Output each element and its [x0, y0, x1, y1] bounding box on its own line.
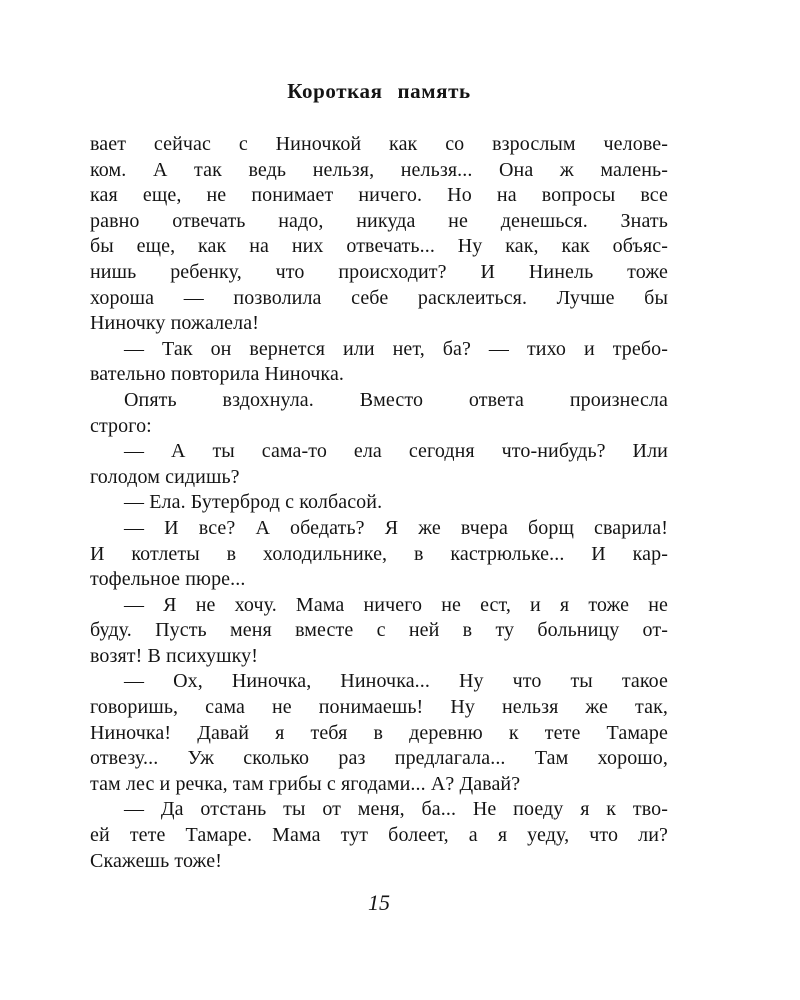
text-line: — Да отстань ты от меня, ба... Не поеду я к тво- — [124, 798, 668, 821]
body-text — [90, 132, 668, 874]
text-line: кая еще, не понимает ничего. Но на вопросы все — [90, 184, 668, 207]
text-line: — Ела. Бутерброд с колбасой. — [124, 491, 383, 514]
text-line: отвезу... Уж сколько раз предлагала... Там хорошо, — [90, 747, 668, 770]
text-line: равно отвечать надо, никуда не денешься. Знать — [90, 209, 668, 232]
text-line: — Я не хочу. Мама ничего не ест, и я тоже не — [124, 593, 668, 616]
text-line: ей тете Тамаре. Мама тут болеет, а я уеду, что ли? — [90, 824, 668, 847]
text-line: нишь ребенку, что происходит? И Нинель тоже — [90, 260, 668, 283]
text-line: И котлеты в холодильнике, в кастрюльке... И кар- — [90, 542, 668, 565]
text-line: — Так он вернется или нет, ба? — тихо и требо- — [124, 337, 668, 360]
text-line: Скажешь тоже! — [90, 849, 222, 872]
text-line: буду. Пусть меня вместе с ней в ту больницу от- — [90, 619, 668, 642]
text-line: ком. А так ведь нельзя, нельзя... Она ж малень- — [90, 158, 668, 181]
text-line: строго: — [90, 414, 152, 437]
text-line: — И все? А обедать? Я же вчера борщ сварила! — [124, 516, 668, 539]
text-line: хороша — позволила себе расклеиться. Лучше бы — [90, 286, 668, 309]
chapter-title: Короткая память — [287, 79, 471, 103]
text-line: тофельное пюре... — [90, 568, 246, 591]
text-line: голодом сидишь? — [90, 465, 240, 488]
page-number: 15 — [368, 890, 390, 915]
text-line: вает сейчас с Ниночкой как со взрослым челове- — [90, 133, 668, 155]
text-line: говоришь, сама не понимаешь! Ну нельзя же так, — [90, 696, 668, 719]
text-line: вательно повторила Ниночка. — [90, 363, 345, 386]
text-line: Ниночка! Давай я тебя в деревню к тете Тамаре — [90, 721, 668, 744]
text-line: там лес и речка, там грибы с ягодами... А? Давай? — [90, 772, 521, 795]
text-line: Опять вздохнула. Вместо ответа произнесла — [124, 388, 668, 411]
text-line: возят! В психушку! — [90, 644, 258, 667]
text-line: бы еще, как на них отвечать... Ну как, как объяс- — [90, 235, 668, 258]
text-line: — Ох, Ниночка, Ниночка... Ну что ты такое — [124, 670, 668, 693]
text-line: Ниночку пожалела! — [90, 312, 259, 335]
text-line: — А ты сама-то ела сегодня что-нибудь? Или — [124, 440, 668, 463]
